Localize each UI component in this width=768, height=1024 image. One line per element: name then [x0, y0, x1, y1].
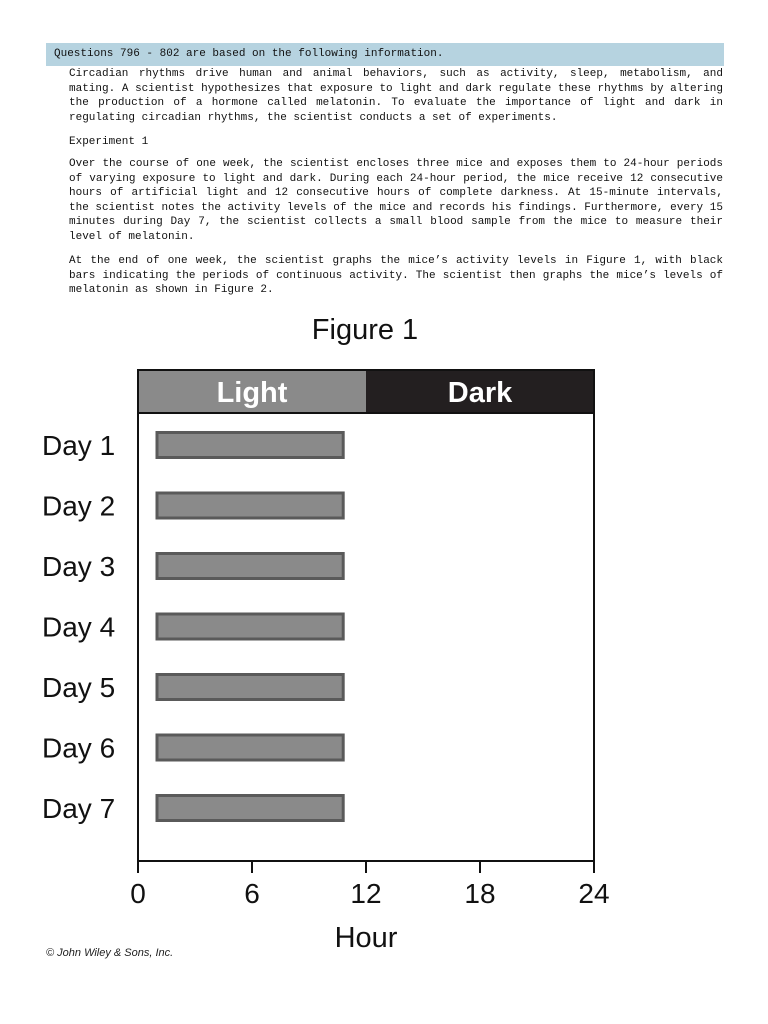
x-tick-label: 0	[130, 878, 146, 909]
chart-title: Figure 1	[311, 314, 419, 346]
day-label: Day 7	[42, 793, 116, 824]
activity-bar	[157, 554, 343, 579]
passage-paragraph-intro: Circadian rhythms drive human and animal behaviors, such as activity, sleep, metabolism, and mating. A scientist hypothesizes that exposure to light and dark regulate these rhythms by altering the production of a hormone called melatonin. To evaluate the importance of light and dark in regulating circadian rhythms, the scientist conducts a set of experiments.	[69, 68, 723, 124]
activity-bar	[157, 675, 343, 700]
day-label: Day 1	[42, 430, 116, 461]
band-label-dark: Dark	[447, 377, 513, 409]
passage-paragraph-figures: At the end of one week, the scientist graphs the mice’s activity levels in Figure 1, with black bars indicating the periods of continuous activity. The scientist then graphs the mice’s levels of melatonin as shown in Figure 2.	[69, 255, 723, 297]
x-tick-label: 12	[350, 878, 382, 909]
experiment-title: Experiment 1	[69, 136, 149, 148]
x-axis-title: Hour	[334, 922, 398, 954]
band-label-light: Light	[216, 377, 288, 409]
activity-bar	[157, 796, 343, 821]
copyright-notice: © John Wiley & Sons, Inc.	[46, 947, 174, 959]
activity-bar	[157, 493, 343, 518]
light-dark-bands	[138, 370, 594, 413]
x-tick-label: 6	[244, 878, 260, 909]
x-axis-ticks	[130, 861, 609, 909]
activity-bars	[157, 433, 343, 821]
day-label: Day 4	[42, 611, 116, 643]
x-tick-label: 18	[464, 878, 496, 909]
passage-paragraph-experiment: Over the course of one week, the scientist encloses three mice and exposes them to 24-hour periods of varying exposure to light and dark. During each 24-hour period, the mice receive 12 consecutive hours of artificial light and 12 consecutive hours of complete darkness. At 15-minute intervals, the scientist notes the activity levels of the mice and records his findings. Furthermore, every 15 minutes during Day 7, the scientist collects a small blood sample from the mice to measure their level of melatonin.	[69, 158, 723, 243]
activity-bar	[157, 433, 343, 458]
x-tick-label: 24	[578, 878, 610, 909]
activity-bar	[157, 735, 343, 760]
day-label: Day 5	[42, 672, 116, 703]
day-label: Day 2	[42, 490, 116, 522]
questions-header: Questions 796 - 802 are based on the following information.	[46, 43, 724, 66]
activity-bar	[157, 614, 343, 639]
day-label: Day 6	[42, 732, 116, 764]
figure-1-chart	[0, 300, 768, 960]
day-label: Day 3	[42, 551, 116, 582]
day-labels	[42, 430, 115, 824]
